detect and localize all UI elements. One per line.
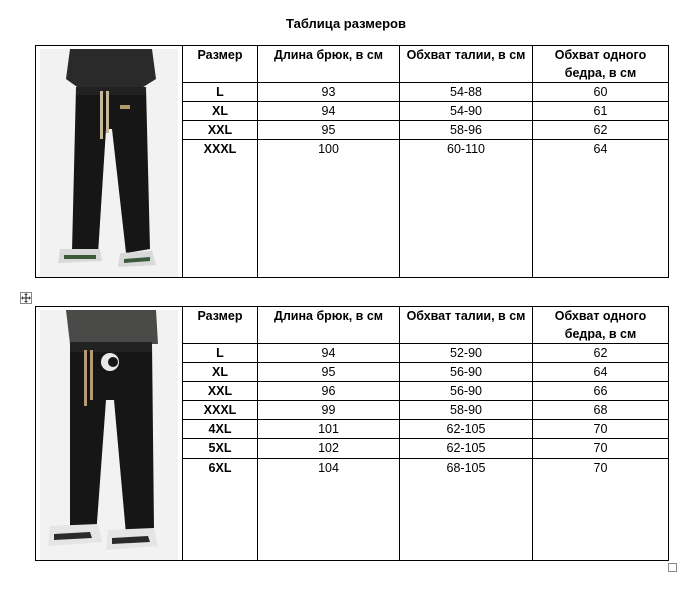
header-size: Размер	[183, 46, 258, 83]
header-hip: Обхват одного бедра, в см	[533, 46, 669, 83]
hip-cell: 70	[533, 439, 669, 458]
page-title: Таблица размеров	[286, 16, 406, 31]
length-cell: 95	[258, 121, 400, 140]
length-cell: 102	[258, 439, 400, 458]
size-cell: XL	[183, 102, 258, 121]
size-cell: 6XL	[183, 458, 258, 560]
hip-cell: 62	[533, 344, 669, 363]
size-cell: XXXL	[183, 140, 258, 278]
hip-cell: 61	[533, 102, 669, 121]
waist-cell: 54-88	[400, 83, 533, 102]
hip-cell: 64	[533, 363, 669, 382]
length-cell: 93	[258, 83, 400, 102]
hip-cell: 68	[533, 401, 669, 420]
length-cell: 95	[258, 363, 400, 382]
length-cell: 94	[258, 102, 400, 121]
waist-cell: 62-105	[400, 439, 533, 458]
size-cell: L	[183, 344, 258, 363]
waist-cell: 68-105	[400, 458, 533, 560]
length-cell: 104	[258, 458, 400, 560]
size-cell: 5XL	[183, 439, 258, 458]
size-cell: XXXL	[183, 401, 258, 420]
size-table-2	[35, 306, 669, 561]
product-photo-1	[36, 46, 183, 278]
size-cell: L	[183, 83, 258, 102]
hip-cell: 62	[533, 121, 669, 140]
waist-cell: 62-105	[400, 420, 533, 439]
length-cell: 101	[258, 420, 400, 439]
waist-cell: 58-96	[400, 121, 533, 140]
waist-cell: 58-90	[400, 401, 533, 420]
header-size: Размер	[183, 307, 258, 344]
size-cell: XXL	[183, 382, 258, 401]
waist-cell: 52-90	[400, 344, 533, 363]
product-photo-2	[36, 307, 183, 561]
resize-square-icon[interactable]	[668, 563, 677, 572]
length-cell: 100	[258, 140, 400, 278]
waist-cell: 60-110	[400, 140, 533, 278]
hip-cell: 70	[533, 458, 669, 560]
waist-cell: 56-90	[400, 382, 533, 401]
header-waist: Обхват талии, в см	[400, 307, 533, 344]
hip-cell: 70	[533, 420, 669, 439]
header-length: Длина брюк, в см	[258, 46, 400, 83]
size-cell: 4XL	[183, 420, 258, 439]
length-cell: 96	[258, 382, 400, 401]
size-table-1	[35, 45, 669, 278]
length-cell: 99	[258, 401, 400, 420]
hip-cell: 64	[533, 140, 669, 278]
move-arrows-icon[interactable]	[20, 292, 32, 304]
header-length: Длина брюк, в см	[258, 307, 400, 344]
size-cell: XL	[183, 363, 258, 382]
hip-cell: 60	[533, 83, 669, 102]
size-cell: XXL	[183, 121, 258, 140]
waist-cell: 56-90	[400, 363, 533, 382]
length-cell: 94	[258, 344, 400, 363]
header-hip: Обхват одного бедра, в см	[533, 307, 669, 344]
hip-cell: 66	[533, 382, 669, 401]
header-waist: Обхват талии, в см	[400, 46, 533, 83]
waist-cell: 54-90	[400, 102, 533, 121]
